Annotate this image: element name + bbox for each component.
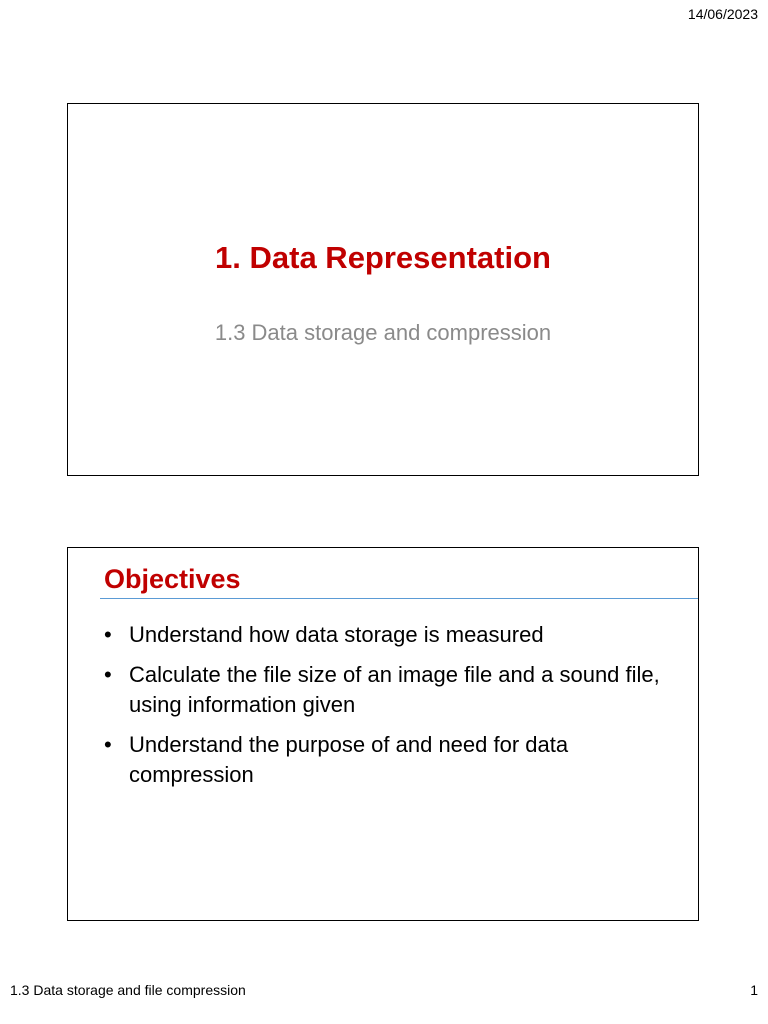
page-date: 14/06/2023 [687,6,758,22]
footer-title: 1.3 Data storage and file compression [10,982,246,998]
objectives-list [104,620,668,800]
slide-subtitle: 1.3 Data storage and compression [214,320,552,345]
objectives-heading: Objectives [104,564,241,594]
heading-divider [100,598,698,599]
list-item [104,660,668,720]
slide-title-card [67,103,699,476]
slide-title: 1. Data Representation [215,240,551,275]
page-number: 1 [750,982,758,998]
bullet-icon: • [104,732,112,757]
list-item-text: Calculate the file size of an image file and a sound file, using information given [129,662,660,717]
slide-objectives-card [67,547,699,921]
bullet-icon: • [104,662,112,687]
list-item-text: Understand the purpose of and need for data compression [129,732,569,787]
list-item-text: Understand how data storage is measured [129,622,544,647]
list-item [104,620,668,650]
list-item [104,730,668,790]
bullet-icon: • [104,622,112,647]
